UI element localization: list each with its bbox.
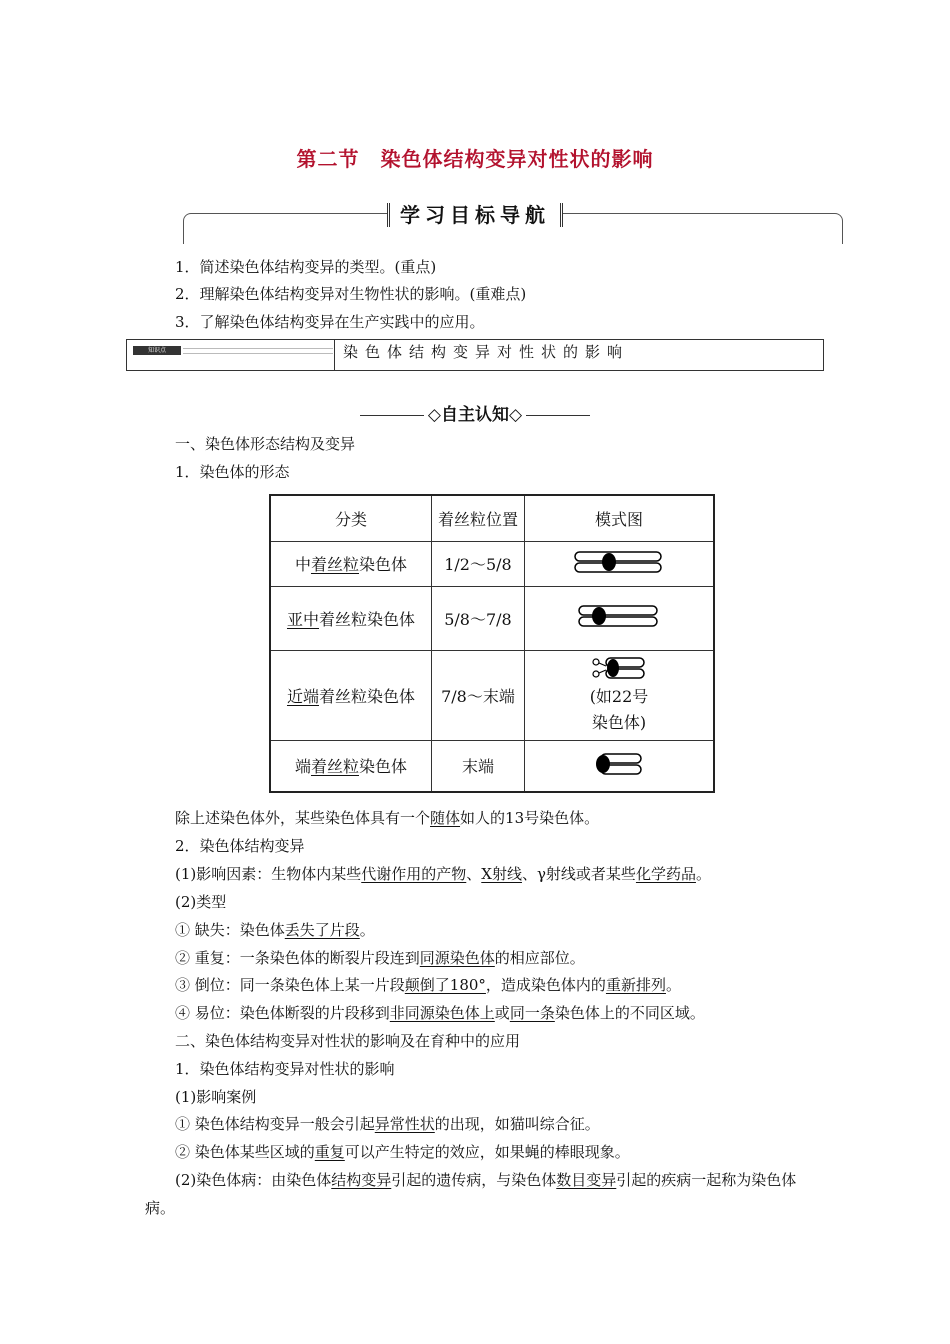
text: 的相应部位。	[494, 949, 585, 967]
underlined-term: 非同源染色体上	[389, 1004, 495, 1022]
case-2	[175, 1138, 630, 1166]
diagram-note: (如22号染色体)	[589, 687, 649, 732]
metacentric-diagram	[573, 547, 665, 577]
part1-sub2: 2．染色体结构变异	[175, 837, 305, 855]
part2-sub1: 1．染色体结构变异对性状的影响	[175, 1060, 395, 1078]
type-deletion	[175, 916, 375, 944]
type-inversion	[175, 971, 681, 999]
text: 的出现，如猫叫综合征。	[434, 1115, 600, 1133]
objective-1: 1．简述染色体结构变异的类型。(重点)	[175, 258, 437, 276]
underlined-term: 数目变异	[556, 1171, 617, 1189]
section-heading-label: ◇自主认知◇	[427, 405, 523, 425]
satellite-line	[175, 804, 599, 832]
cases-title: (1)影响案例	[175, 1088, 257, 1106]
text: ④ 易位：染色体断裂的片段移到	[175, 1004, 390, 1022]
text: ② 染色体某些区域的	[175, 1143, 315, 1161]
submetacentric-diagram	[577, 601, 661, 631]
text: 。	[695, 865, 711, 883]
learning-goals-banner	[0, 199, 950, 228]
section-heading	[0, 400, 950, 425]
type-cell: 中着丝粒染色体	[270, 541, 432, 586]
underlined-term: 同源染色体	[419, 949, 495, 967]
underlined-term: 代谢作用的产物	[361, 865, 467, 883]
table-row	[270, 650, 714, 740]
heading-rule-left	[360, 415, 424, 416]
text: 除上述染色体外，某些染色体具有一个	[175, 809, 431, 827]
position-cell: 1/2～5/8	[432, 541, 525, 586]
position-cell: 5/8～7/8	[432, 586, 525, 650]
type-cell: 近端着丝粒染色体	[270, 650, 432, 740]
heading-rule-right	[526, 415, 590, 416]
underlined-term: X射线	[481, 865, 522, 883]
text: ，造成染色体内的	[485, 976, 606, 994]
types-title: (2)类型	[175, 893, 227, 911]
page-title: 第二节 染色体结构变异对性状的影响	[296, 147, 654, 171]
table-header-row	[270, 495, 714, 541]
header-cell: 着丝粒位置	[432, 495, 525, 541]
objective-2: 2．理解染色体结构变异对生物性状的影响。(重难点)	[175, 285, 527, 303]
table-row	[270, 740, 714, 792]
text: ② 重复：一条染色体的断裂片段连到	[175, 949, 420, 967]
objective-3: 3．了解染色体结构变异在生产实践中的应用。	[175, 313, 485, 331]
underlined-term: 重新排列	[605, 976, 666, 994]
text: 。	[665, 976, 681, 994]
underlined-term: 化学药品	[635, 865, 696, 883]
underlined-term: 重复	[314, 1143, 345, 1161]
type-translocation	[175, 999, 705, 1027]
underlined-term: 着丝粒	[310, 555, 359, 574]
underlined-term: 结构变异	[331, 1171, 392, 1189]
header-cell: 分类	[270, 495, 432, 541]
banner-label: 学习目标导航	[387, 203, 563, 227]
type-cell: 亚中着丝粒染色体	[270, 586, 432, 650]
diagram-cell	[525, 740, 715, 792]
telocentric-diagram	[593, 749, 645, 779]
factors-line	[175, 860, 711, 888]
text: 引起的遗传病，与染色体	[391, 1171, 557, 1189]
chromosome-table	[269, 494, 715, 793]
text: 引起的疾病一起称为染色体病。	[145, 1171, 797, 1217]
position-cell: 7/8～末端	[432, 650, 525, 740]
type-duplication	[175, 944, 585, 972]
knowledge-tag: 知识点	[133, 346, 181, 355]
diagram-cell	[525, 650, 715, 740]
part1-title: 一、染色体形态结构及变异	[175, 435, 356, 453]
text: 、γ射线或者某些	[521, 865, 636, 883]
position-cell: 末端	[432, 740, 525, 792]
knowledge-text: 染色体结构变异对性状的影响	[343, 343, 630, 361]
text: 。	[359, 921, 375, 939]
text: 染色体上的不同区域。	[554, 1004, 705, 1022]
knowledge-tag-line	[183, 348, 333, 354]
text: 可以产生特定的效应，如果蝇的棒眼现象。	[344, 1143, 630, 1161]
knowledge-box	[126, 339, 824, 371]
underlined-term: 随体	[430, 809, 461, 827]
underlined-term: 着丝粒	[310, 757, 359, 777]
underlined-term: 丢失了片段	[284, 921, 360, 939]
underlined-term: 近端	[286, 686, 319, 706]
disease-paragraph	[145, 1166, 810, 1222]
part1-sub1: 1．染色体的形态	[175, 463, 290, 481]
knowledge-divider	[334, 340, 335, 370]
table-row	[270, 541, 714, 586]
header-cell: 模式图	[525, 495, 715, 541]
text: 如人的13号染色体。	[460, 809, 600, 827]
underlined-term: 异常性状	[374, 1115, 435, 1133]
text: 、	[466, 865, 482, 883]
case-1	[175, 1110, 600, 1138]
underlined-term: 亚中	[286, 609, 319, 629]
acrocentric-diagram	[590, 654, 648, 682]
text: ① 染色体结构变异一般会引起	[175, 1115, 375, 1133]
underlined-term: 同一条	[509, 1004, 555, 1022]
text: (2)染色体病：由染色体	[175, 1171, 332, 1189]
table-row	[270, 586, 714, 650]
underlined-term: 颠倒了180°	[404, 976, 486, 994]
part2-title: 二、染色体结构变异对性状的影响及在育种中的应用	[175, 1032, 521, 1050]
text: 或	[494, 1004, 510, 1022]
text: ③ 倒位：同一条染色体上某一片段	[175, 976, 405, 994]
text: (1)影响因素：生物体内某些	[175, 865, 362, 883]
diagram-cell	[525, 586, 715, 650]
text: ① 缺失：染色体	[175, 921, 285, 939]
type-cell: 端着丝粒染色体	[270, 740, 432, 792]
diagram-cell	[525, 541, 715, 586]
